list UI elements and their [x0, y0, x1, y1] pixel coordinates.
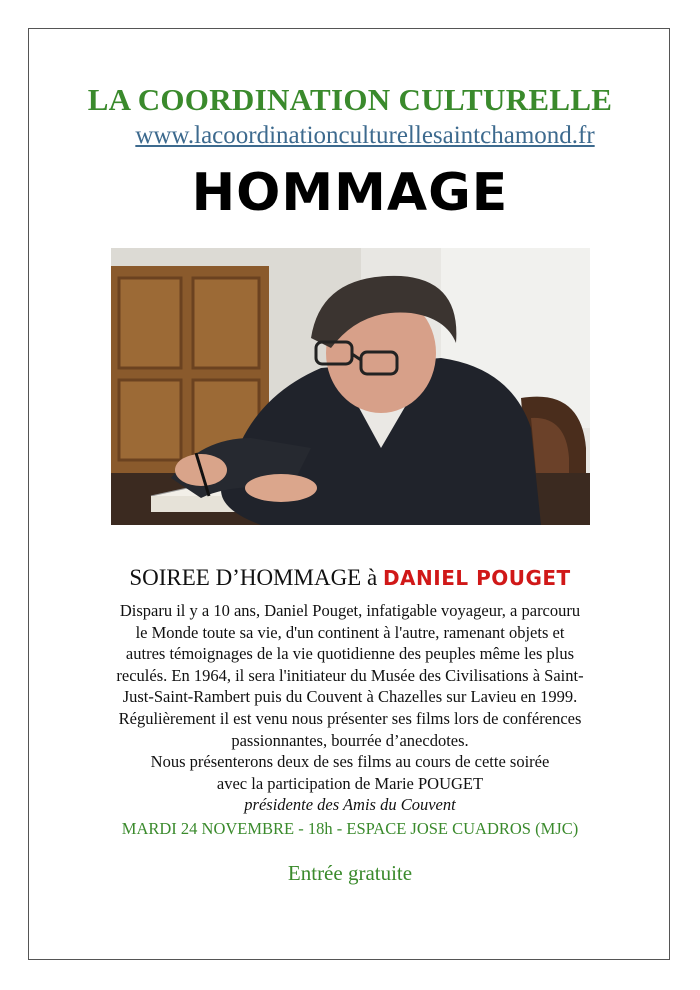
website-link[interactable]: www.lacoordinationculturellesaintchamond.fr — [135, 122, 595, 149]
entry-info: Entrée gratuite — [287, 861, 413, 885]
description-line: présidente des Amis du Couvent — [244, 795, 456, 815]
description-line: Disparu il y a 10 ans, Daniel Pouget, infatigable voyageur, a parcouru — [119, 601, 581, 620]
description-line: avec la participation de Marie POUGET — [216, 773, 484, 793]
description-line: passionnantes, bourrée d’anecdotes. — [231, 730, 469, 750]
event-heading — [0, 565, 700, 591]
description-line: Just-Saint-Rambert puis du Couvent à Chazelles sur Lavieu en 1999. — [122, 687, 578, 707]
honoree-name: DANIEL POUGET — [382, 566, 571, 590]
description-line: Nous présenterons deux de ses films au cours de cette soirée — [150, 752, 550, 772]
description-line: autres témoignages de la vie quotidienne des peuples même les plus — [125, 644, 575, 664]
portrait-photo — [111, 248, 590, 525]
event-details: MARDI 24 NOVEMBRE - 18h - ESPACE JOSE CUADROS (MJC) — [121, 819, 579, 838]
description-line: Régulièrement il est venu nous présenter ses films lors de conférences — [118, 708, 582, 728]
event-heading-prefix: SOIREE D’HOMMAGE à — [129, 565, 383, 590]
description-line: reculés. En 1964, il sera l'initiateur du Musée des Civilisations à Saint- — [116, 665, 584, 685]
event-description — [60, 600, 640, 816]
page-title: HOMMAGE — [191, 163, 509, 223]
description-line: le Monde toute sa vie, d'un continent à l'autre, ramenant objets et — [135, 622, 565, 642]
organization-name: LA COORDINATION CULTURELLE — [87, 82, 613, 117]
